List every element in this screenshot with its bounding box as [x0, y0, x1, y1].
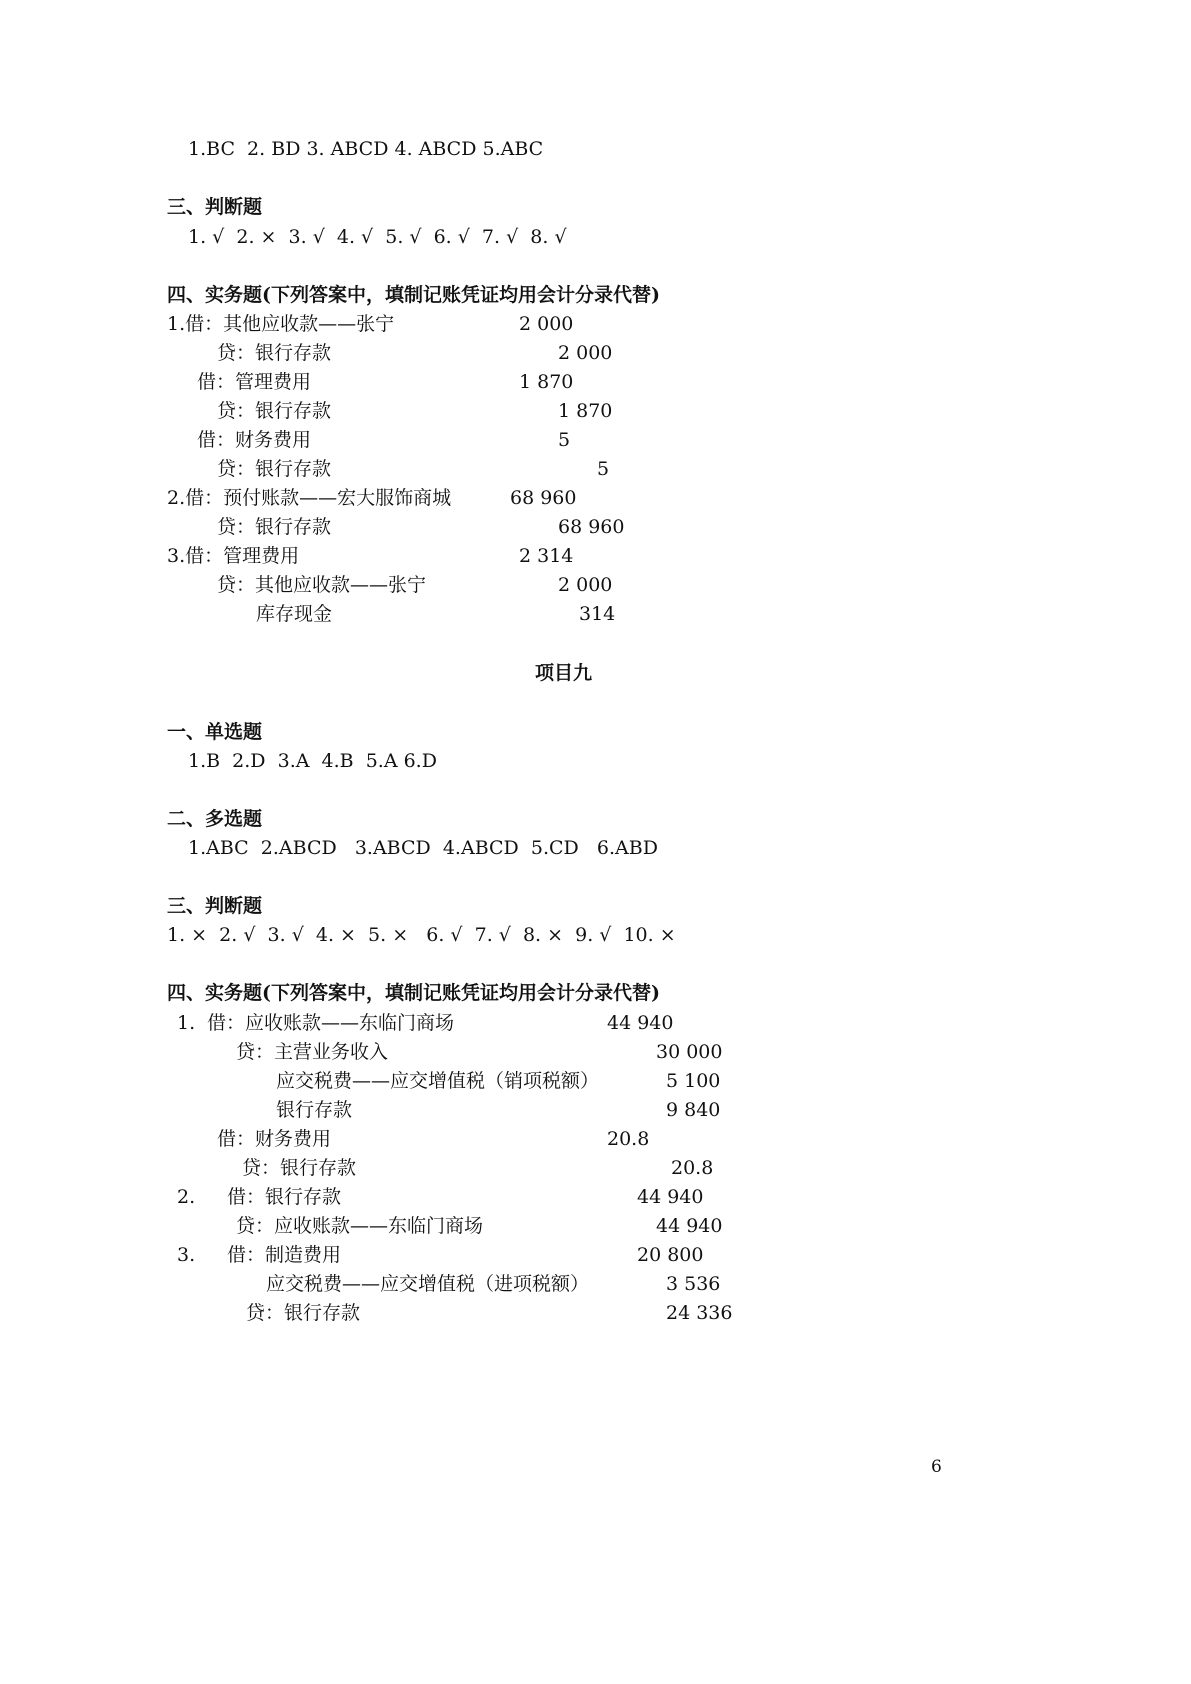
- entry-label: 借：财务费用: [197, 429, 312, 451]
- entry-label: 贷：银行存款: [217, 458, 332, 480]
- entry-amount: 314: [579, 603, 616, 625]
- entry-amount: 20.8: [671, 1157, 714, 1179]
- judge-heading: 三、判断题: [167, 196, 263, 218]
- entry-amount: 1 870: [519, 371, 574, 393]
- entry-label: 2.借：预付账款——宏大服饰商城: [167, 487, 452, 509]
- entry-amount: 5: [558, 429, 571, 451]
- entry-amount: 2 000: [558, 342, 613, 364]
- section-title: 项目九: [535, 662, 593, 684]
- entry-label: 借：管理费用: [197, 371, 312, 393]
- entry-label: 贷：其他应收款——张宁: [217, 574, 427, 596]
- entry-amount: 2 314: [519, 545, 574, 567]
- entry-label: 借：银行存款: [227, 1186, 342, 1208]
- entry-amount: 5 100: [666, 1070, 721, 1092]
- entry-label: 应交税费——应交增值税（销项税额）: [276, 1070, 600, 1092]
- entry-label: 借：财务费用: [217, 1128, 332, 1150]
- entry-amount: 2 000: [519, 313, 574, 335]
- entry-amount: 30 000: [656, 1041, 723, 1063]
- judge-answers: 1. √ 2. × 3. √ 4. √ 5. √ 6. √ 7. √ 8. √: [188, 226, 567, 248]
- entry-amount: 68 960: [510, 487, 577, 509]
- entry-number: 2.: [177, 1186, 196, 1208]
- entry-label: 贷：银行存款: [217, 400, 332, 422]
- entry-amount: 44 940: [656, 1215, 723, 1237]
- entry-amount: 24 336: [666, 1302, 733, 1324]
- entry-label: 库存现金: [256, 603, 333, 625]
- practice-heading: 四、实务题(下列答案中，填制记账凭证均用会计分录代替): [167, 284, 660, 306]
- multi-choice-answers: 1.BC 2. BD 3. ABCD 4. ABCD 5.ABC: [188, 138, 544, 160]
- entry-amount: 3 536: [666, 1273, 721, 1295]
- entry-amount: 1 870: [558, 400, 613, 422]
- entry-amount: 2 000: [558, 574, 613, 596]
- entry-label: 3.借：管理费用: [167, 545, 300, 567]
- entry-label: 借：应收账款——东临门商场: [207, 1012, 455, 1034]
- entry-label: 1.借：其他应收款——张宁: [167, 313, 395, 335]
- practice-heading: 四、实务题(下列答案中，填制记账凭证均用会计分录代替): [167, 982, 660, 1004]
- multi-choice-answers: 1.ABC 2.ABCD 3.ABCD 4.ABCD 5.CD 6.ABD: [188, 837, 658, 859]
- entry-amount: 20.8: [607, 1128, 650, 1150]
- judge-answers: 1. × 2. √ 3. √ 4. × 5. × 6. √ 7. √ 8. × 9. √ 10. ×: [167, 924, 676, 946]
- judge-heading: 三、判断题: [167, 895, 263, 917]
- entry-label: 贷：应收账款——东临门商场: [236, 1215, 484, 1237]
- multi-choice-heading: 二、多选题: [167, 808, 263, 830]
- entry-label: 贷：银行存款: [217, 516, 332, 538]
- entry-label: 贷：银行存款: [246, 1302, 361, 1324]
- page-number: 6: [931, 1457, 942, 1477]
- entry-label: 应交税费——应交增值税（进项税额）: [266, 1273, 590, 1295]
- entry-amount: 44 940: [637, 1186, 704, 1208]
- single-choice-heading: 一、单选题: [167, 721, 263, 743]
- entry-label: 贷：主营业务收入: [236, 1041, 389, 1063]
- entry-number: 3.: [177, 1244, 196, 1266]
- entry-amount: 5: [597, 458, 610, 480]
- entry-amount: 20 800: [637, 1244, 704, 1266]
- entry-label: 借：制造费用: [227, 1244, 342, 1266]
- entry-number: 1.: [177, 1012, 196, 1034]
- single-choice-answers: 1.B 2.D 3.A 4.B 5.A 6.D: [188, 750, 437, 772]
- entry-label: 贷：银行存款: [242, 1157, 357, 1179]
- entry-label: 银行存款: [276, 1099, 353, 1121]
- entry-label: 贷：银行存款: [217, 342, 332, 364]
- entry-amount: 9 840: [666, 1099, 721, 1121]
- entry-amount: 44 940: [607, 1012, 674, 1034]
- entry-amount: 68 960: [558, 516, 625, 538]
